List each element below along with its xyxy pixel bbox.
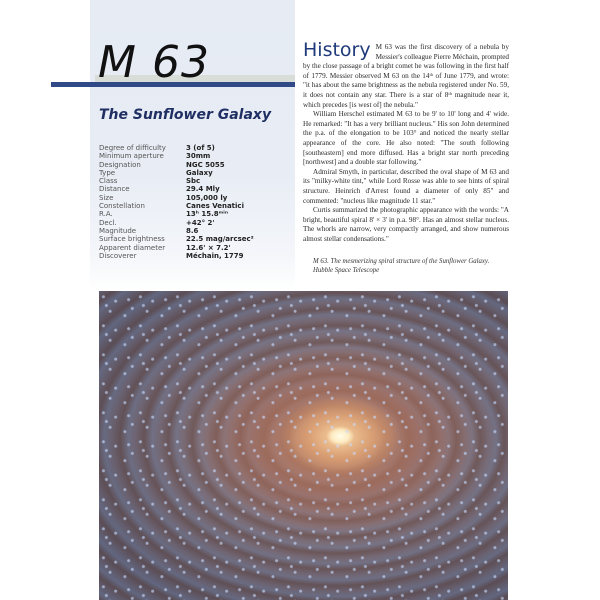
object-subtitle: The Sunflower Galaxy [99, 107, 272, 123]
stat-label: Size [99, 193, 114, 202]
stat-row [99, 194, 289, 202]
stat-label: Apparent diameter [99, 243, 166, 252]
stat-row [99, 252, 289, 260]
stat-label: R.A. [99, 210, 113, 219]
stat-value: 12.6' × 7.2' [186, 243, 231, 252]
stat-value: Sbc [186, 177, 201, 186]
stat-row [99, 177, 289, 185]
history-section [303, 39, 509, 244]
stat-row [99, 169, 289, 177]
stat-value: NGC 5055 [186, 160, 225, 169]
stat-label: Constellation [99, 202, 145, 211]
stat-label: Designation [99, 160, 141, 169]
stat-label: Magnitude [99, 226, 137, 235]
stat-value: Galaxy [186, 168, 213, 177]
stat-label: Class [99, 177, 118, 186]
stat-value: 105,000 ly [186, 193, 228, 202]
stat-row [99, 202, 289, 210]
history-heading: History [303, 39, 371, 61]
stat-value: Méchain, 1779 [186, 251, 244, 260]
stat-value: 3 (of 5) [186, 144, 215, 152]
stat-row [99, 235, 289, 243]
stat-row [99, 219, 289, 227]
stat-value: 22.5 mag/arcsec² [186, 235, 254, 244]
stat-label: Type [99, 168, 116, 177]
stat-value: Canes Venatici [186, 202, 244, 211]
stat-value: 29.4 Mly [186, 185, 220, 194]
galaxy-photo [99, 291, 508, 600]
stat-value: 13ʰ 15.8ᵐⁱⁿ [186, 210, 229, 219]
stat-row [99, 161, 289, 169]
caption-line: M 63. The mesmerizing spiral structure of the Sunflower Galaxy. [313, 258, 490, 265]
stat-value: +42° 2' [186, 218, 215, 227]
stat-label: Decl. [99, 218, 117, 227]
history-paragraph: M 63 was the first discovery of a nebula by Messier's colleague Pierre Méchain, prompted by the close passage of a bright comet he was following in the first half of 1779. Messier observed M 63 on the 14ᵗʰ of June 1779, and wrote: "it has about the same brightness as the nebula registered under No. 59, it does not contain any star. There is a star of 8ᵗʰ magnitude near it, which precedes [is west of] the nebula." [303, 43, 509, 109]
stat-row [99, 227, 289, 235]
stat-row [99, 144, 289, 152]
stat-row [99, 152, 289, 160]
stat-label: Distance [99, 185, 130, 194]
star-field [99, 291, 508, 600]
stat-label: Degree of difficulty [99, 144, 166, 152]
caption-credit: Hubble Space Telescope [313, 267, 380, 274]
stat-label: Minimum aperture [99, 152, 164, 161]
stats-table [99, 144, 289, 260]
stat-row [99, 210, 289, 218]
stat-row [99, 244, 289, 252]
history-paragraph: Curtis summarized the photographic appearance with the words: "A bright, beautiful spiral 8' × 3' in p.a. 98°. Has an almost stellar nucleus. The whorls are narrow, very compactly arranged, and show numerous almost stellar condensations." [303, 206, 509, 243]
stat-value: 8.6 [186, 226, 199, 235]
object-title: M 63 [98, 37, 210, 88]
stat-row [99, 185, 289, 193]
stat-label: Discoverer [99, 251, 137, 260]
photo-caption [313, 257, 513, 275]
stat-label: Surface brightness [99, 235, 165, 244]
stat-value: 30mm [186, 152, 211, 161]
history-paragraph: William Herschel estimated M 63 to be 9' to 10' long and 4' wide. He remarked: "It has a very brilliant nucleus." His son John determined the p.a. of the elongation to be 103° and noticed the nearly stellar appearance of the core. He also noted: "The south following [southeastern] end more diffused. Has a bright star north preceding [northwest] and a double star following." [303, 110, 509, 167]
history-paragraph: Admiral Smyth, in particular, described the oval shape of M 63 and its "milky-white tint," while Lord Rosse was able to see hints of spiral structure. Heinrich d'Arrest found a diameter of only 85" and commented: "nucleus like magnitude 11 star." [303, 167, 509, 205]
